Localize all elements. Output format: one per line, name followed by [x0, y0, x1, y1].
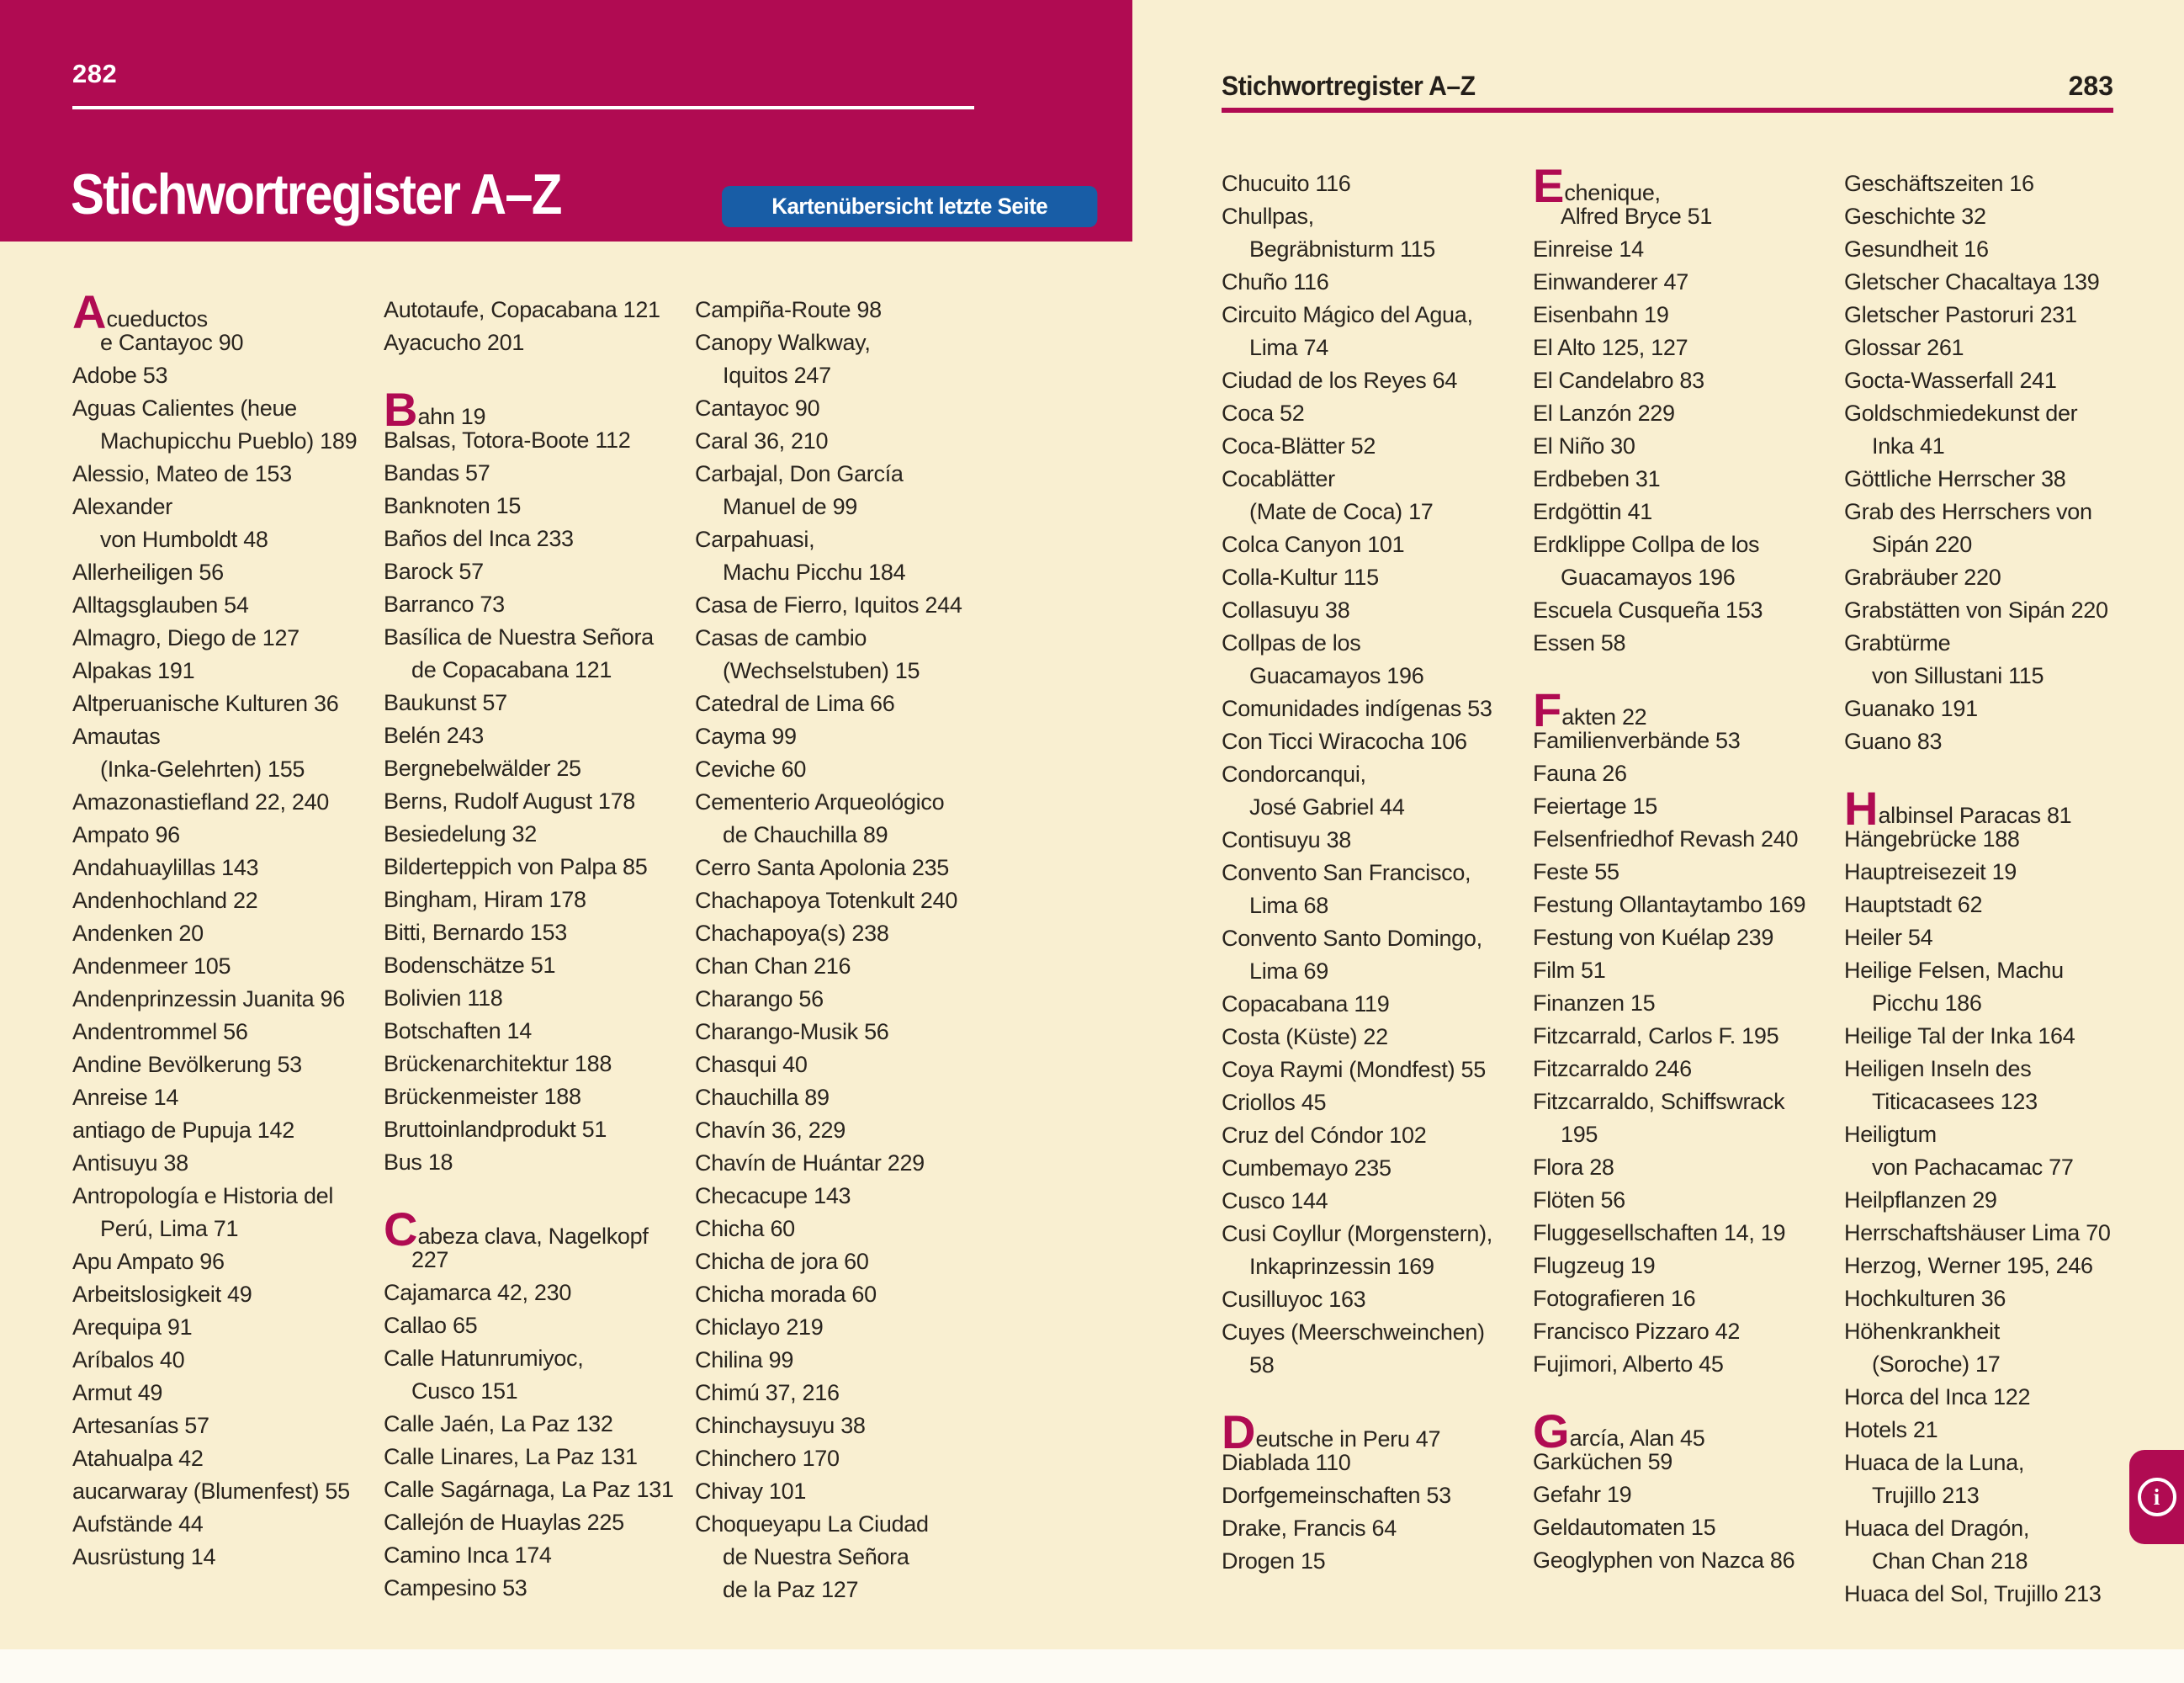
section-letter: B: [384, 383, 418, 436]
index-entry: Machupicchu Pueblo) 189: [100, 428, 358, 454]
index-entry: Chauchilla 89: [695, 1085, 830, 1110]
index-entry: Gletscher Chacaltaya 139: [1844, 269, 2100, 295]
index-entry: Cusco 151: [411, 1378, 518, 1404]
index-entry: Chavín de Huántar 229: [695, 1150, 925, 1176]
index-entry: Huaca del Dragón,: [1844, 1516, 2030, 1541]
index-entry: Chinchero 170: [695, 1446, 840, 1471]
index-column-6: [1844, 167, 2149, 1611]
index-entry: Heilige Tal der Inka 164: [1844, 1023, 2075, 1049]
index-entry: Chachapoya(s) 238: [695, 921, 889, 946]
index-entry: Geoglyphen von Nazca 86: [1533, 1548, 1795, 1573]
index-entry: Costa (Küste) 22: [1222, 1024, 1388, 1049]
index-entry: Chimú 37, 216: [695, 1380, 840, 1405]
index-entry: Bilderteppich von Palpa 85: [384, 854, 648, 879]
index-entry: Herrschaftshäuser Lima 70: [1844, 1220, 2111, 1245]
index-entry: 227: [411, 1247, 449, 1272]
index-entry: Bodenschätze 51: [384, 953, 556, 978]
index-entry: Calle Linares, La Paz 131: [384, 1444, 638, 1469]
index-entry: Fujimori, Alberto 45: [1533, 1351, 1724, 1377]
index-entry: Callejón de Huaylas 225: [384, 1510, 624, 1535]
index-entry: Chachapoya Totenkult 240: [695, 888, 958, 913]
index-entry: Hotels 21: [1844, 1417, 1938, 1442]
index-entry: Horca del Inca 122: [1844, 1384, 2031, 1410]
index-entry: Campesino 53: [384, 1575, 527, 1601]
index-column-3: [695, 294, 999, 1606]
index-entry: Casa de Fierro, Iquitos 244: [695, 592, 962, 618]
index-entry: Brückenmeister 188: [384, 1084, 581, 1109]
index-entry: Hauptstadt 62: [1844, 892, 1983, 917]
index-entry: Condorcanqui,: [1222, 762, 1366, 787]
index-entry: Chavín 36, 229: [695, 1118, 846, 1143]
index-entry: Bolivien 118: [384, 985, 503, 1011]
section-letter: H: [1844, 782, 1879, 835]
index-entry: Chiclayo 219: [695, 1314, 824, 1340]
index-entry: Ayacucho 201: [384, 330, 525, 355]
index-entry: Diablada 110: [1222, 1450, 1351, 1475]
index-entry: Escuela Cusqueña 153: [1533, 597, 1763, 623]
index-entry: Baños del Inca 233: [384, 526, 574, 551]
index-entry: Chan Chan 216: [695, 953, 851, 979]
index-column-5: [1533, 159, 1837, 1577]
index-entry: Convento Santo Domingo,: [1222, 926, 1482, 951]
index-entry: Andenprinzessin Juanita 96: [72, 986, 345, 1011]
section-letter: A: [72, 285, 107, 338]
index-entry: Geschichte 32: [1844, 204, 1986, 229]
index-entry: Herzog, Werner 195, 246: [1844, 1253, 2093, 1278]
index-entry: aucarwaray (Blumenfest) 55: [72, 1479, 350, 1504]
index-entry: Machu Picchu 184: [723, 560, 906, 585]
index-entry: Circuito Mágico del Agua,: [1222, 302, 1473, 327]
index-entry: Cumbemayo 235: [1222, 1155, 1392, 1181]
index-entry: von Pachacamac 77: [1872, 1155, 2074, 1180]
index-entry: Fauna 26: [1533, 761, 1627, 786]
index-entry: Ausrüstung 14: [72, 1544, 216, 1569]
index-entry: Choqueyapu La Ciudad: [695, 1511, 929, 1537]
info-icon: i: [2138, 1478, 2176, 1516]
index-entry: Drogen 15: [1222, 1548, 1326, 1574]
index-entry: Cantayoc 90: [695, 396, 820, 421]
index-entry: Guanako 191: [1844, 696, 1978, 721]
index-entry: Lima 74: [1249, 335, 1328, 360]
index-entry: Grabstätten von Sipán 220: [1844, 597, 2108, 623]
index-entry: Erdgöttin 41: [1533, 499, 1652, 524]
index-entry: de Nuestra Señora: [723, 1544, 909, 1569]
index-entry: Titicacasees 123: [1872, 1089, 2038, 1114]
index-entry: Gefahr 19: [1533, 1482, 1632, 1507]
index-entry: Hauptreisezeit 19: [1844, 859, 2017, 884]
index-entry: Hängebrücke 188: [1844, 826, 2020, 852]
index-entry: Comunidades indígenas 53: [1222, 696, 1492, 721]
index-entry: Einreise 14: [1533, 236, 1644, 262]
index-entry: Begräbnisturm 115: [1249, 236, 1436, 262]
index-entry: Alexander: [72, 494, 172, 519]
index-entry: El Lanzón 229: [1533, 401, 1675, 426]
index-entry: Drake, Francis 64: [1222, 1516, 1397, 1541]
index-entry: Criollos 45: [1222, 1090, 1327, 1115]
index-entry: Chicha de jora 60: [695, 1249, 869, 1274]
section-letter: D: [1222, 1405, 1256, 1458]
index-entry: Film 51: [1533, 958, 1606, 983]
index-entry: Andentrommel 56: [72, 1019, 248, 1044]
index-entry: Chinchaysuyu 38: [695, 1413, 866, 1438]
index-entry: Cerro Santa Apolonia 235: [695, 855, 950, 880]
index-entry: (Wechselstuben) 15: [723, 658, 920, 683]
index-entry: Huaca del Sol, Trujillo 213: [1844, 1581, 2102, 1606]
index-entry: Banknoten 15: [384, 493, 522, 518]
index-entry: Goldschmiedekunst der: [1844, 401, 2078, 426]
index-entry: von Humboldt 48: [100, 527, 268, 552]
index-entry: Botschaften 14: [384, 1018, 532, 1043]
index-entry: Carpahuasi,: [695, 527, 815, 552]
index-entry: Ampato 96: [72, 822, 180, 847]
index-entry: Grab des Herrschers von: [1844, 499, 2092, 524]
index-entry: Andenken 20: [72, 921, 204, 946]
index-entry: Festung von Kuélap 239: [1533, 925, 1774, 950]
index-entry: Arequipa 91: [72, 1314, 193, 1340]
index-entry: Anreise 14: [72, 1085, 179, 1110]
index-entry: von Sillustani 115: [1872, 663, 2044, 688]
index-entry: Heilige Felsen, Machu: [1844, 958, 2064, 983]
index-entry: Besiedelung 32: [384, 821, 537, 847]
index-section-start: Fakten 22: [1533, 683, 1647, 736]
index-entry: Andine Bevölkerung 53: [72, 1052, 302, 1077]
index-entry: Belén 243: [384, 723, 484, 748]
index-entry: Fitzcarraldo 246: [1533, 1056, 1692, 1081]
index-entry: Dorfgemeinschaften 53: [1222, 1483, 1451, 1508]
index-entry: Atahualpa 42: [72, 1446, 204, 1471]
index-entry: Flugzeug 19: [1533, 1253, 1656, 1278]
left-page-title-banner: [0, 0, 1132, 242]
index-entry: Garküchen 59: [1533, 1449, 1673, 1474]
index-entry: Collpas de los: [1222, 630, 1361, 656]
index-entry: Cusilluyoc 163: [1222, 1287, 1366, 1312]
index-entry: Apu Ampato 96: [72, 1249, 225, 1274]
index-entry: Chucuito 116: [1222, 171, 1351, 196]
index-entry: Chasqui 40: [695, 1052, 808, 1077]
index-entry: Fotografieren 16: [1533, 1286, 1696, 1311]
index-entry: Ciudad de los Reyes 64: [1222, 368, 1458, 393]
section-letter: E: [1533, 159, 1565, 212]
index-entry: Feiertage 15: [1533, 794, 1657, 819]
index-entry: Colca Canyon 101: [1222, 532, 1405, 557]
index-entry: Barranco 73: [384, 592, 505, 617]
index-entry: Canopy Walkway,: [695, 330, 871, 355]
index-entry: Chicha morada 60: [695, 1282, 877, 1307]
index-entry: Manuel de 99: [723, 494, 858, 519]
index-entry: Campiña-Route 98: [695, 297, 882, 322]
index-entry: El Niño 30: [1533, 433, 1635, 459]
index-entry: Andenhochland 22: [72, 888, 258, 913]
index-entry: Almagro, Diego de 127: [72, 625, 300, 650]
index-entry: Chullpas,: [1222, 204, 1314, 229]
index-entry: Sipán 220: [1872, 532, 1972, 557]
index-entry: Catedral de Lima 66: [695, 691, 895, 716]
index-entry: Aguas Calientes (heue: [72, 396, 297, 421]
index-entry: Göttliche Herrscher 38: [1844, 466, 2066, 491]
index-entry: Festung Ollantaytambo 169: [1533, 892, 1806, 917]
index-entry: Guacamayos 196: [1561, 565, 1736, 590]
index-entry: (Inka-Gelehrten) 155: [100, 757, 305, 782]
index-entry: (Mate de Coca) 17: [1249, 499, 1434, 524]
index-entry: Collasuyu 38: [1222, 597, 1350, 623]
index-entry: 58: [1249, 1352, 1275, 1378]
index-entry: Chilina 99: [695, 1347, 794, 1372]
index-entry: Balsas, Totora-Boote 112: [384, 427, 631, 453]
section-letter: F: [1533, 683, 1562, 736]
index-entry: Barock 57: [384, 559, 484, 584]
index-entry: Cajamarca 42, 230: [384, 1280, 572, 1305]
index-entry: Huaca de la Luna,: [1844, 1450, 2025, 1475]
index-entry: Casas de cambio: [695, 625, 867, 650]
index-section-start: Cabeza clava, Nagelkopf: [384, 1203, 649, 1256]
right-page-header: Stichwortregister A–Z: [1222, 71, 1476, 101]
index-entry: Baukunst 57: [384, 690, 507, 715]
index-entry: Calle Sagárnaga, La Paz 131: [384, 1477, 674, 1502]
index-entry: Antisuyu 38: [72, 1150, 188, 1176]
index-entry: Flöten 56: [1533, 1187, 1625, 1213]
index-entry: Coca-Blätter 52: [1222, 433, 1376, 459]
index-entry: Bingham, Hiram 178: [384, 887, 586, 912]
index-column-4: [1222, 167, 1526, 1578]
index-entry: Chuño 116: [1222, 269, 1329, 295]
index-entry: Artesanías 57: [72, 1413, 209, 1438]
index-entry: Copacabana 119: [1222, 991, 1390, 1017]
index-entry: Finanzen 15: [1533, 990, 1656, 1016]
index-entry: Aríbalos 40: [72, 1347, 185, 1372]
map-overview-badge: Kartenübersicht letzte Seite: [722, 186, 1097, 227]
index-entry: Alfred Bryce 51: [1561, 204, 1713, 229]
index-entry: Einwanderer 47: [1533, 269, 1688, 295]
index-section-start: Acueductos: [72, 285, 208, 338]
index-entry: de Copacabana 121: [411, 657, 612, 682]
index-entry: Cuyes (Meerschweinchen): [1222, 1319, 1485, 1345]
index-entry: Bandas 57: [384, 460, 490, 486]
info-tab: [2129, 1450, 2184, 1544]
index-entry: Fitzcarrald, Carlos F. 195: [1533, 1023, 1779, 1049]
index-entry: Heiler 54: [1844, 925, 1933, 950]
index-entry: Ceviche 60: [695, 757, 807, 782]
index-entry: antiago de Pupuja 142: [72, 1118, 294, 1143]
index-entry: Inka 41: [1872, 433, 1945, 459]
index-entry: Gocta-Wasserfall 241: [1844, 368, 2057, 393]
index-entry: Alltagsglauben 54: [72, 592, 249, 618]
index-entry: Berns, Rudolf August 178: [384, 788, 636, 814]
index-entry: Chivay 101: [695, 1479, 807, 1504]
index-entry: Gletscher Pastoruri 231: [1844, 302, 2077, 327]
index-entry: Cusi Coyllur (Morgenstern),: [1222, 1221, 1492, 1246]
index-entry: Geldautomaten 15: [1533, 1515, 1716, 1540]
index-entry: El Alto 125, 127: [1533, 335, 1688, 360]
index-entry: Gesundheit 16: [1844, 236, 1989, 262]
index-entry: Chan Chan 218: [1872, 1548, 2028, 1574]
index-entry: Lima 68: [1249, 893, 1328, 918]
index-entry: Picchu 186: [1872, 990, 1982, 1016]
index-entry: Fitzcarraldo, Schiffswrack: [1533, 1089, 1785, 1114]
index-entry: Cayma 99: [695, 724, 797, 749]
index-entry: Alpakas 191: [72, 658, 195, 683]
index-entry: Colla-Kultur 115: [1222, 565, 1379, 590]
index-entry: Erdklippe Collpa de los: [1533, 532, 1760, 557]
index-entry: Bitti, Bernardo 153: [384, 920, 567, 945]
index-entry: Autotaufe, Copacabana 121: [384, 297, 660, 322]
index-entry: Calle Jaén, La Paz 132: [384, 1411, 613, 1436]
index-entry: Guacamayos 196: [1249, 663, 1424, 688]
index-entry: Amazonastiefland 22, 240: [72, 789, 330, 815]
right-page-number: 283: [2068, 71, 2113, 101]
index-column-1: [72, 285, 377, 1574]
index-entry: Cementerio Arqueológico: [695, 789, 945, 815]
index-entry: Adobe 53: [72, 363, 168, 388]
right-page-header-rule: [1222, 108, 2113, 113]
index-entry: Cocablätter: [1222, 466, 1335, 491]
index-entry: Cruz del Cóndor 102: [1222, 1123, 1427, 1148]
index-entry: Höhenkrankheit: [1844, 1319, 2000, 1344]
index-entry: Calle Hatunrumiyoc,: [384, 1346, 584, 1371]
index-entry: Antropología e Historia del: [72, 1183, 334, 1208]
index-entry: Familienverbände 53: [1533, 728, 1741, 753]
index-entry: Trujillo 213: [1872, 1483, 1980, 1508]
index-entry: Cusco 144: [1222, 1188, 1328, 1213]
index-entry: Grabräuber 220: [1844, 565, 2001, 590]
index-entry: Geschäftszeiten 16: [1844, 171, 2034, 196]
index-entry: Allerheiligen 56: [72, 560, 224, 585]
index-entry: Heiligtum: [1844, 1122, 1937, 1147]
section-letter: G: [1533, 1404, 1570, 1457]
index-entry: Perú, Lima 71: [100, 1216, 239, 1241]
index-entry: Amautas: [72, 724, 161, 749]
index-entry: Fluggesellschaften 14, 19: [1533, 1220, 1786, 1245]
index-entry: (Soroche) 17: [1872, 1351, 2001, 1377]
index-entry: de Chauchilla 89: [723, 822, 888, 847]
index-entry: Grabtürme: [1844, 630, 1951, 656]
index-entry: Francisco Pizzaro 42: [1533, 1319, 1741, 1344]
index-entry: Iquitos 247: [723, 363, 831, 388]
index-entry: Camino Inca 174: [384, 1542, 552, 1568]
section-letter: C: [384, 1203, 418, 1256]
index-entry: Flora 28: [1533, 1155, 1614, 1180]
index-entry: Basílica de Nuestra Señora: [384, 624, 654, 650]
index-entry: e Cantayoc 90: [100, 330, 244, 355]
index-entry: Bus 18: [384, 1149, 453, 1175]
index-entry: Aufstände 44: [72, 1511, 204, 1537]
index-column-2: [384, 294, 688, 1605]
index-entry: Arbeitslosigkeit 49: [72, 1282, 252, 1307]
index-entry: El Candelabro 83: [1533, 368, 1704, 393]
index-entry: Guano 83: [1844, 729, 1943, 754]
index-entry: Feste 55: [1533, 859, 1619, 884]
index-entry: Hochkulturen 36: [1844, 1286, 2006, 1311]
index-entry: Coca 52: [1222, 401, 1305, 426]
index-entry: Altperuanische Kulturen 36: [72, 691, 339, 716]
banner-divider-rule: [72, 106, 974, 109]
index-entry: Contisuyu 38: [1222, 827, 1351, 852]
index-entry: Checacupe 143: [695, 1183, 851, 1208]
index-entry: José Gabriel 44: [1249, 794, 1405, 820]
index-section-start: Bahn 19: [384, 383, 486, 436]
index-entry: Chicha 60: [695, 1216, 795, 1241]
index-entry: Convento San Francisco,: [1222, 860, 1471, 885]
page-bottom-edge: [0, 1649, 2184, 1683]
index-entry: Lima 69: [1249, 958, 1328, 984]
index-entry: Caral 36, 210: [695, 428, 829, 454]
index-entry: Carbajal, Don García: [695, 461, 904, 486]
index-section-start: Echenique,: [1533, 159, 1661, 212]
index-entry: Glossar 261: [1844, 335, 1964, 360]
index-entry: Heiligen Inseln des: [1844, 1056, 2032, 1081]
index-entry: Inkaprinzessin 169: [1249, 1254, 1434, 1279]
index-entry: Coya Raymi (Mondfest) 55: [1222, 1057, 1486, 1082]
index-entry: de la Paz 127: [723, 1577, 859, 1602]
index-entry: Charango 56: [695, 986, 824, 1011]
index-entry: Heilpflanzen 29: [1844, 1187, 1997, 1213]
index-entry: Con Ticci Wiracocha 106: [1222, 729, 1467, 754]
index-entry: Felsenfriedhof Revash 240: [1533, 826, 1799, 852]
page-title: Stichwortregister A–Z: [71, 162, 561, 226]
index-entry: Erdbeben 31: [1533, 466, 1661, 491]
index-entry: Armut 49: [72, 1380, 163, 1405]
index-section-start: García, Alan 45: [1533, 1404, 1705, 1457]
index-entry: Bergnebelwälder 25: [384, 756, 581, 781]
index-entry: Eisenbahn 19: [1533, 302, 1669, 327]
index-entry: Andenmeer 105: [72, 953, 231, 979]
index-section-start: Deutsche in Peru 47: [1222, 1405, 1441, 1458]
left-page-number: 282: [72, 59, 118, 88]
index-entry: Callao 65: [384, 1313, 478, 1338]
index-section-start: Halbinsel Paracas 81: [1844, 782, 2072, 835]
index-entry: Charango-Musik 56: [695, 1019, 889, 1044]
index-entry: Andahuaylillas 143: [72, 855, 259, 880]
index-entry: Essen 58: [1533, 630, 1626, 656]
index-entry: Bruttoinlandprodukt 51: [384, 1117, 607, 1142]
index-entry: Brückenarchitektur 188: [384, 1051, 612, 1076]
index-entry: Alessio, Mateo de 153: [72, 461, 292, 486]
index-entry: 195: [1561, 1122, 1598, 1147]
